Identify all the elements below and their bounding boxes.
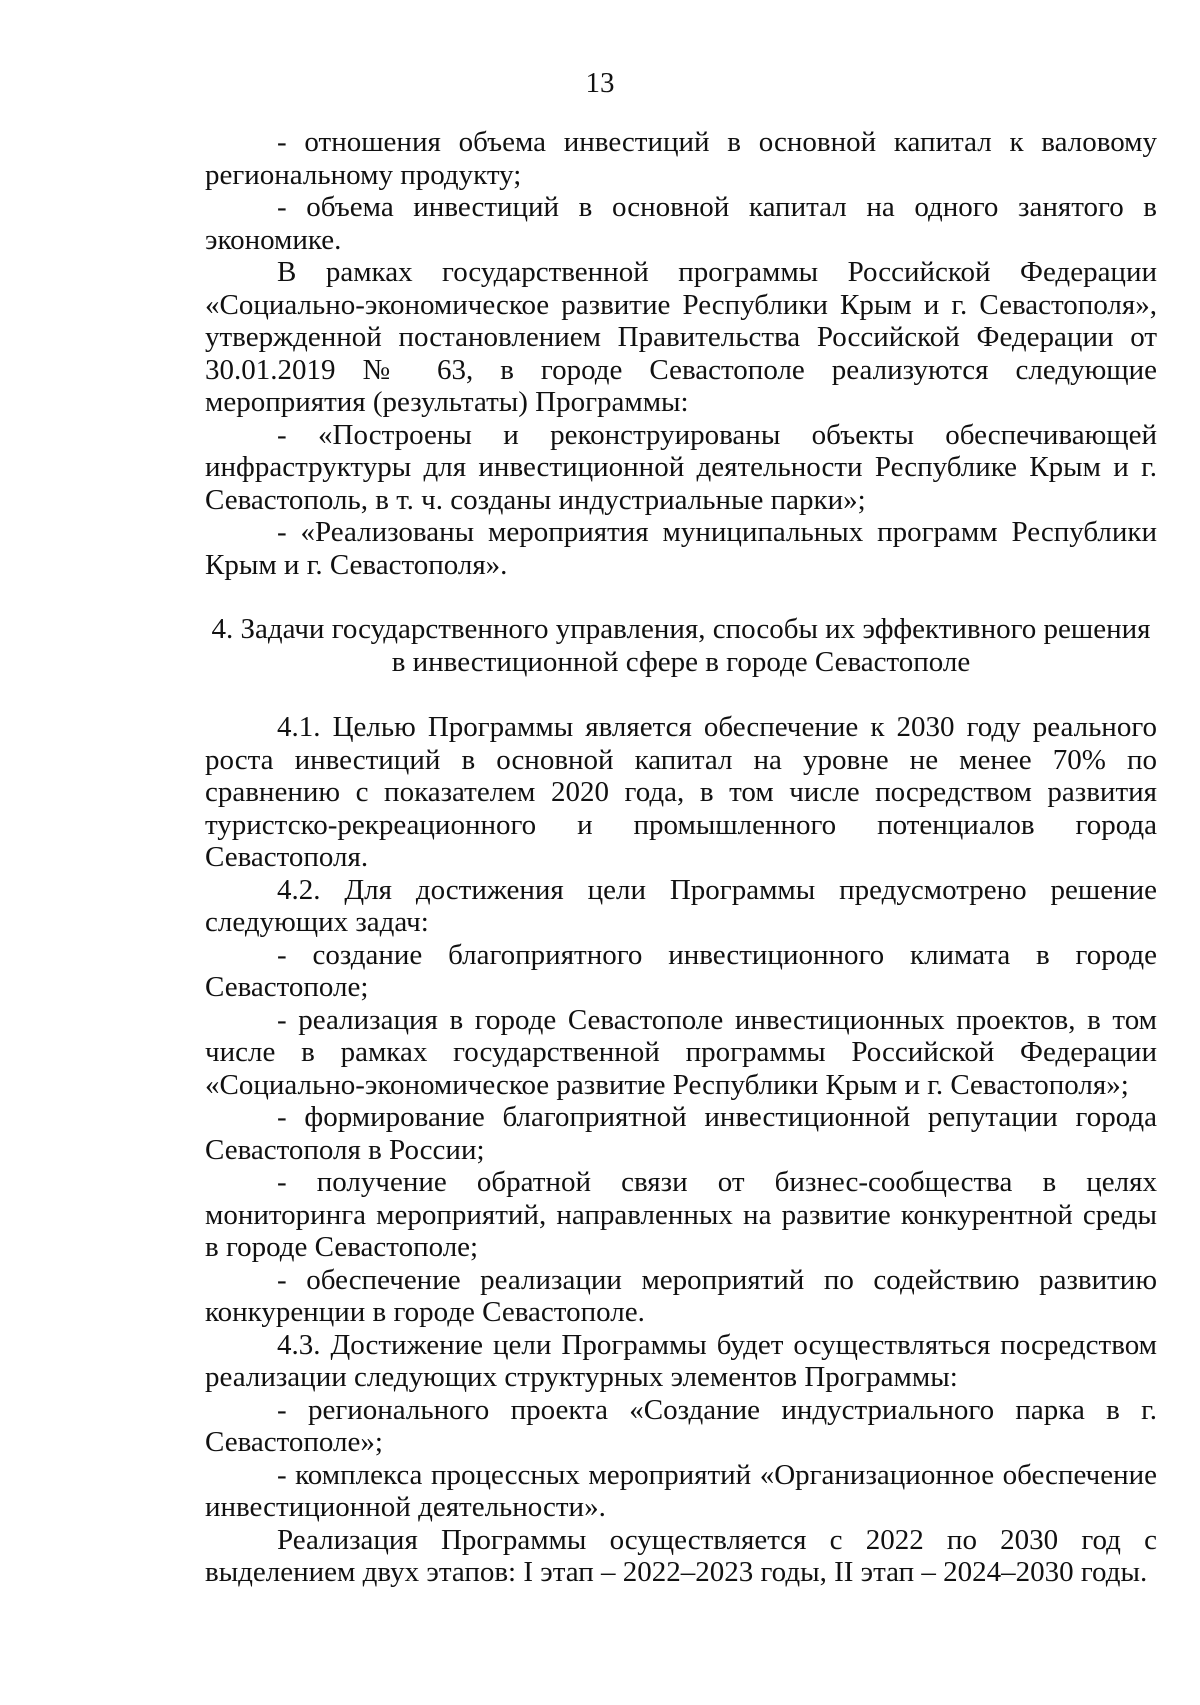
document-body — [205, 126, 1157, 1589]
section-heading: 4. Задачи государственного управления, способы их эффективного решения в инвестиционной сфере в городе Севастополе — [211, 613, 1151, 678]
paragraph-state-program: В рамках государственной программы Российской Федерации «Социально-экономическое развитие Республики Крым и г. Севастополя», утвержденной постановлением Правительства Российской Федерации от 30.01.2019 № 63, в городе Севастополе реализуются следующие мероприятия (результаты) Программы: — [205, 256, 1157, 418]
bullet-industrial-park-project: - регионального проекта «Создание индустриального парка в г. Севастополе»; — [205, 1393, 1157, 1458]
bullet-process-measures: - комплекса процессных мероприятий «Организационное обеспечение инвестиционной деятельности». — [205, 1458, 1157, 1523]
bullet-investment-projects: - реализация в городе Севастополе инвестиционных проектов, в том числе в рамках государственной программы Российской Федерации «Социально-экономическое развитие Республики Крым и г. Севастополя»; — [205, 1003, 1157, 1101]
bullet-infrastructure-objects: - «Построены и реконструированы объекты обеспечивающей инфраструктуры для инвестиционной деятельности Республике Крым и г. Севастополь, в т. ч. созданы индустриальные парки»; — [205, 418, 1157, 516]
bullet-investment-per-employee: - объема инвестиций в основной капитал на одного занятого в экономике. — [205, 191, 1157, 256]
bullet-investment-climate: - создание благоприятного инвестиционного климата в городе Севастополе; — [205, 938, 1157, 1003]
paragraph-program-stages: Реализация Программы осуществляется с 2022 по 2030 год с выделением двух этапов: I этап – 2022–2023 годы, II этап – 2024–2030 годы. — [205, 1523, 1157, 1588]
bullet-business-feedback: - получение обратной связи от бизнес-сообщества в целях мониторинга мероприятий, направленных на развитие конкурентной среды в городе Севастополе; — [205, 1166, 1157, 1263]
bullet-investment-grp-ratio: - отношения объема инвестиций в основной капитал к валовому региональному продукту; — [205, 126, 1157, 191]
bullet-investment-reputation: - формирование благоприятной инвестиционной репутации города Севастополя в России; — [205, 1101, 1157, 1166]
paragraph-4-1-goal: 4.1. Целью Программы является обеспечение к 2030 году реального роста инвестиций в основной капитал на уровне не менее 70% по сравнению с показателем 2020 года, в том числе посредством развития туристско-рекреационного и промышленного потенциалов города Севастополя. — [205, 711, 1157, 873]
page-number: 13 — [585, 67, 615, 99]
paragraph-4-2-tasks: 4.2. Для достижения цели Программы предусмотрено решение следующих задач: — [205, 873, 1157, 938]
bullet-competition-development: - обеспечение реализации мероприятий по содействию развитию конкуренции в городе Севастополе. — [205, 1263, 1157, 1328]
bullet-municipal-programs: - «Реализованы мероприятия муниципальных программ Республики Крым и г. Севастополя». — [205, 516, 1157, 581]
paragraph-4-3-structural-elements: 4.3. Достижение цели Программы будет осуществляться посредством реализации следующих структурных элементов Программы: — [205, 1328, 1157, 1393]
